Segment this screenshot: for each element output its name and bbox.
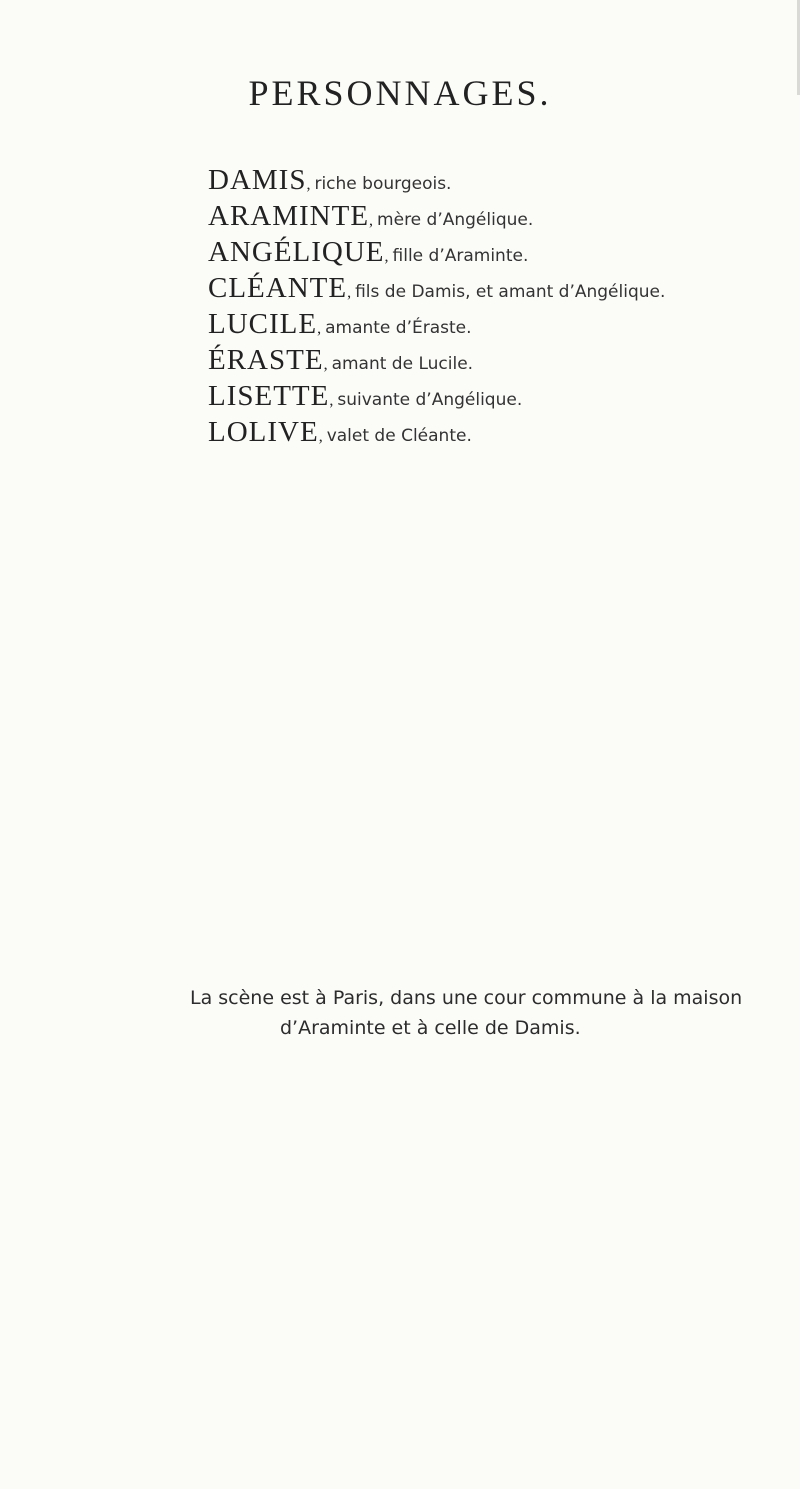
cast-entry-lisette (208, 378, 768, 414)
character-name: LOLIVE (208, 416, 319, 448)
page-title: PERSONNAGES. (248, 73, 552, 113)
character-name: ANGÉLIQUE (208, 236, 385, 268)
character-name: CLÉANTE (208, 272, 348, 304)
character-name: DAMIS (208, 164, 307, 196)
character-description: mère d’Angélique. (377, 210, 534, 230)
separator: , (384, 248, 393, 265)
character-description: riche bourgeois. (314, 174, 452, 194)
separator: , (317, 320, 326, 337)
character-description: fils de Damis, et amant d’Angélique. (355, 282, 666, 302)
character-description: suivante d’Angélique. (337, 390, 523, 410)
character-name: ÉRASTE (208, 344, 324, 376)
separator: , (306, 176, 315, 193)
character-description: fille d’Araminte. (392, 246, 529, 266)
character-name: LISETTE (208, 380, 330, 412)
cast-entry-araminte (208, 198, 768, 234)
cast-list (208, 162, 768, 450)
separator: , (323, 356, 332, 373)
character-description: amant de Lucile. (331, 354, 474, 374)
separator: , (369, 212, 378, 229)
cast-entry-angelique (208, 234, 768, 270)
separator: , (347, 284, 356, 301)
scene-setting (190, 983, 790, 1043)
cast-entry-eraste (208, 342, 768, 378)
character-name: ARAMINTE (208, 200, 370, 232)
cast-entry-lolive (208, 414, 768, 450)
cast-entry-cleante (208, 270, 768, 306)
cast-entry-damis (208, 162, 768, 198)
setting-line-2: d’Araminte et à celle de Damis. (280, 1017, 581, 1039)
character-description: amante d’Éraste. (325, 318, 472, 338)
character-name: LUCILE (208, 308, 318, 340)
setting-line-1: La scène est à Paris, dans une cour commune à la maison (190, 987, 743, 1009)
separator: , (329, 392, 338, 409)
cast-entry-lucile (208, 306, 768, 342)
separator: , (318, 428, 327, 445)
character-description: valet de Cléante. (326, 426, 472, 446)
